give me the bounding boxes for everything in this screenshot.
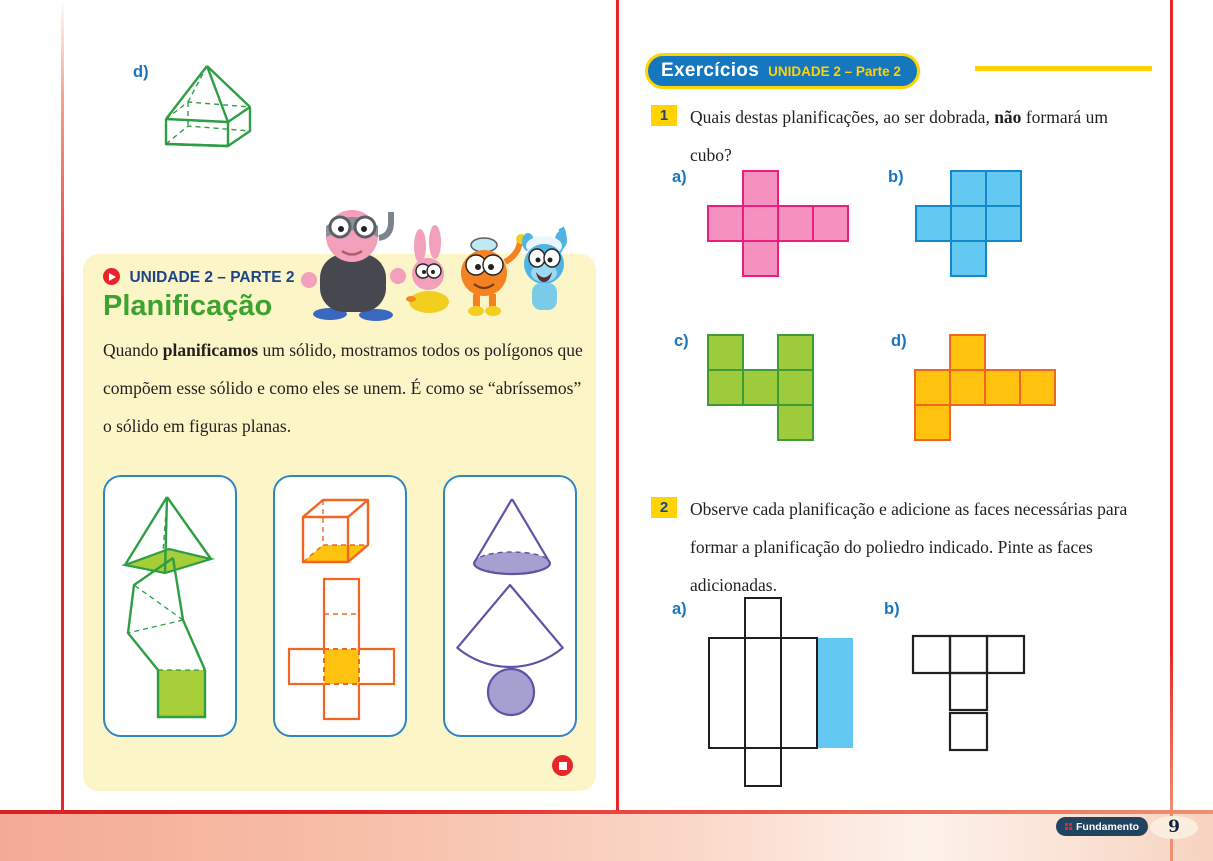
net-square [707,205,744,242]
left-margin-rule [61,0,64,812]
pyramid-net-figure [105,477,234,734]
cube-net-b [915,170,1022,277]
q2-t-net [911,634,1029,754]
net-square [985,205,1022,242]
net-square [1019,369,1056,406]
q1-text: Quais destas planificações, ao ser dobrada, [690,107,995,127]
net-square [707,369,744,406]
exercises-title: Exercícios [661,60,760,81]
cube-net-figure [275,477,404,734]
net-square [812,205,849,242]
footer-band [0,814,1213,861]
q2-option-b-label: b) [884,600,900,618]
q1-bold: não [994,107,1022,127]
added-face [817,638,853,748]
page-number: 9 [1168,817,1180,837]
exercises-header-pill [645,53,920,89]
question-1-number: 1 [651,105,677,126]
net-square [777,205,814,242]
question-2-number: 2 [651,497,677,518]
question-2-text: Observe cada planificação e adicione as faces necessárias para formar a planificação do poliedro indicado. Pinte as faces adicionadas. [690,499,1128,595]
center-divider-rule [616,0,619,812]
net-square [777,404,814,441]
cartoon-characters-illustration [292,206,577,321]
paragraph-text: um sólido, mostramos todos os polígonos que compõem esse sólido e como eles se unem. É como se “abríssemos” o sólido em figuras planas. [103,340,583,436]
card-cone-net [443,475,577,737]
net-square [950,240,987,277]
net-square [950,205,987,242]
net-square [985,170,1022,207]
publisher-badge [1056,817,1148,836]
publisher-logo-icon [1065,823,1072,830]
exercises-header-line [975,66,1152,71]
net-square [742,369,779,406]
net-square [950,170,987,207]
lesson-kicker-row [103,268,295,287]
net-square [707,334,744,371]
cube-net-c [707,334,814,441]
net-square [777,334,814,371]
net-square [742,170,779,207]
q2-prism-net [706,596,856,788]
right-margin-rule [1170,0,1173,812]
cube-net-a [707,170,849,277]
cone-net-figure [445,477,574,734]
play-icon[interactable] [103,268,120,285]
q1-text: formará um cubo? [690,107,1108,165]
net-square [949,369,986,406]
net-square [777,369,814,406]
lesson-kicker: UNIDADE 2 – PARTE 2 [129,269,295,286]
cube-net-d [914,334,1056,441]
question-1-text [690,98,1122,174]
figure-d-solid [158,44,262,154]
stop-button[interactable] [552,755,573,776]
q2-option-a-label: a) [672,600,687,618]
lesson-title: Planificação [103,290,273,322]
net-square [914,404,951,441]
net-square [984,369,1021,406]
lesson-paragraph [103,331,590,445]
q1-option-d-label: d) [891,332,907,350]
publisher-name: Fundamento [1076,820,1139,833]
net-square [915,205,952,242]
card-pyramid-net [103,475,237,737]
exercises-unit: UNIDADE 2 – Parte 2 [768,63,901,79]
q1-option-c-label: c) [674,332,689,350]
figure-d-label: d) [133,63,149,81]
q1-option-a-label: a) [672,168,687,186]
paragraph-bold-term: planificamos [162,340,259,360]
net-square [742,205,779,242]
net-square [742,240,779,277]
paragraph-text: Quando [103,340,163,360]
q1-option-b-label: b) [888,168,904,186]
net-square [914,369,951,406]
net-square [949,334,986,371]
card-cube-net [273,475,407,737]
